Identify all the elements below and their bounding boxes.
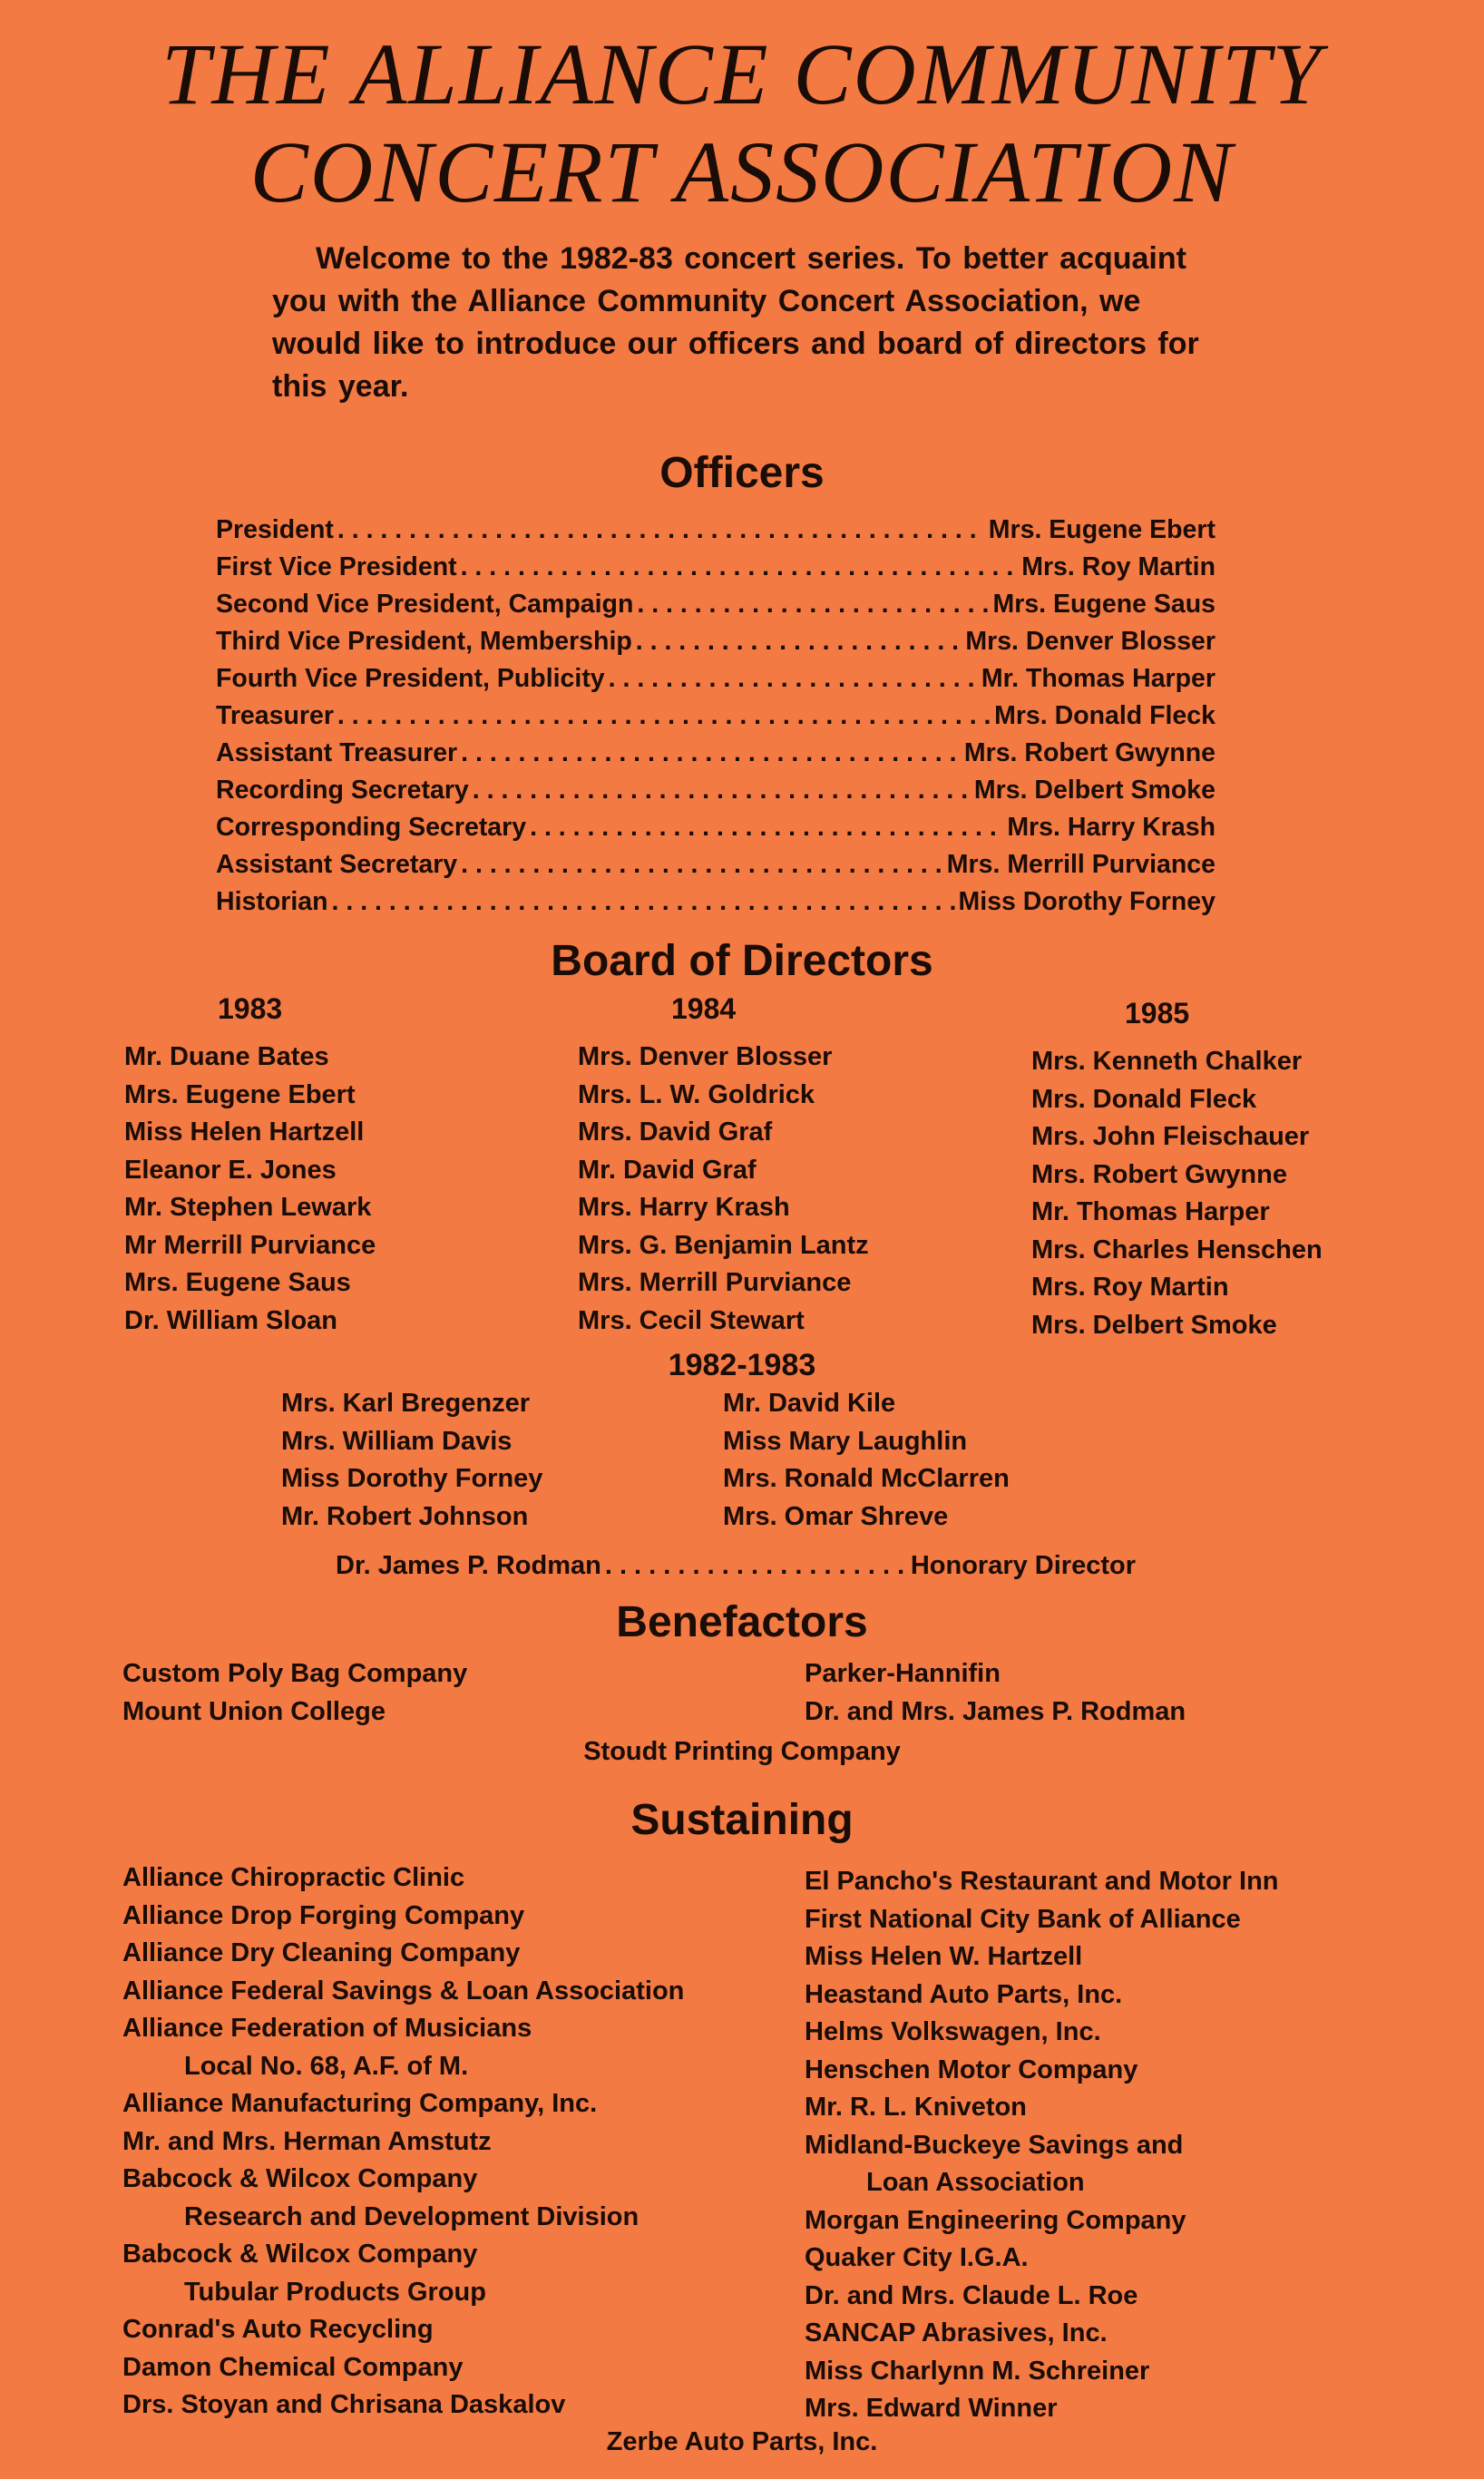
officer-row (216, 660, 1216, 698)
sustaining-right (805, 1863, 1279, 2428)
benefactor: Parker-Hannifin (805, 1659, 1001, 1688)
board-member: Mrs. Charles Henschen (1031, 1235, 1323, 1264)
sustaining-member: Babcock & Wilcox Company (122, 2240, 478, 2269)
board-member: Eleanor E. Jones (124, 1155, 337, 1185)
officer-name: Mr. Thomas Harper (981, 664, 1216, 693)
board-member: Mrs. Omar Shreve (723, 1501, 949, 1531)
benefactor: Dr. and Mrs. James P. Rodman (805, 1696, 1186, 1726)
leader-dots (473, 772, 971, 809)
sustaining-member: Local No. 68, A.F. of M. (184, 2051, 469, 2081)
board-member: Miss Mary Laughlin (723, 1426, 968, 1456)
title-line-2: CONCERT ASSOCIATION (249, 123, 1235, 220)
board-member: Mrs. Roy Martin (1031, 1273, 1229, 1302)
board-heading: Board of Directors (551, 937, 933, 985)
board-member: Mrs. Eugene Saus (124, 1268, 351, 1297)
sustaining-member: Miss Helen W. Hartzell (805, 1942, 1083, 1971)
officer-row (216, 549, 1216, 586)
board-member: Mr. David Graf (578, 1155, 757, 1185)
officer-row (216, 846, 1216, 883)
sustaining-member: Tubular Products Group (184, 2277, 486, 2307)
officer-role: President (216, 515, 334, 544)
leader-dots (461, 846, 943, 883)
board-member: Mrs. Karl Bregenzer (281, 1389, 530, 1418)
board-member: Mrs. Donald Fleck (1031, 1084, 1257, 1114)
leader-dots (637, 586, 989, 623)
honorary-director-row (336, 1547, 1136, 1585)
sustaining-member: Alliance Federal Savings & Loan Association (122, 1976, 685, 2006)
sustaining-member: Babcock & Wilcox Company (122, 2164, 478, 2193)
leader-dots (337, 698, 991, 735)
leader-dots (609, 660, 978, 698)
sustaining-member: Helms Volkswagen, Inc. (805, 2017, 1101, 2046)
sustaining-member: Drs. Stoyan and Chrisana Daskalov (122, 2390, 566, 2419)
officer-role: Assistant Treasurer (216, 738, 458, 767)
officer-name: Mrs. Donald Fleck (994, 701, 1216, 730)
sustaining-member: Alliance Manufacturing Company, Inc. (122, 2089, 598, 2118)
board-member: Mr. Duane Bates (124, 1042, 329, 1071)
board-list-1985 (1031, 1043, 1323, 1344)
officer-role: First Vice President (216, 552, 457, 581)
board-year-1983: 1983 (218, 992, 283, 1025)
sustaining-member: Henschen Motor Company (805, 2054, 1138, 2084)
benefactors-right (805, 1655, 1186, 1731)
officer-row (216, 512, 1216, 549)
board-year-1982-1983: 1982-1983 (668, 1348, 816, 1382)
board-member: Mrs. David Graf (578, 1118, 773, 1147)
board-member: Dr. William Sloan (124, 1305, 338, 1335)
officer-name: Mrs. Harry Krash (1007, 813, 1216, 842)
leader-dots (605, 1547, 907, 1585)
board-member: Mrs. Denver Blosser (578, 1042, 833, 1071)
sustaining-center: Zerbe Auto Parts, Inc. (606, 2427, 878, 2456)
officer-row (216, 809, 1216, 846)
leader-dots (461, 735, 961, 772)
board-member: Mrs. L. W. Goldrick (578, 1079, 815, 1109)
benefactors-left (122, 1655, 467, 1731)
board-member: Mrs. Robert Gwynne (1031, 1159, 1287, 1189)
sustaining-member: Mr. R. L. Kniveton (805, 2093, 1027, 2122)
officer-role: Second Vice President, Campaign (216, 590, 634, 619)
board-member: Mrs. G. Benjamin Lantz (578, 1230, 869, 1260)
sustaining-member: Damon Chemical Company (122, 2352, 464, 2382)
board-member: Mrs. Merrill Purviance (578, 1268, 852, 1297)
sustaining-member: Dr. and Mrs. Claude L. Roe (805, 2280, 1138, 2310)
officer-role: Corresponding Secretary (216, 813, 527, 842)
officer-name: Mrs. Delbert Smoke (973, 776, 1216, 805)
sustaining-member: Heastand Auto Parts, Inc. (805, 1979, 1123, 2009)
honorary-title: Honorary Director (910, 1551, 1136, 1580)
officer-role: Treasurer (216, 701, 334, 730)
board-member: Miss Helen Hartzell (124, 1118, 365, 1147)
officer-role: Assistant Secretary (216, 850, 458, 879)
officer-name: Mrs. Denver Blosser (965, 627, 1216, 656)
officer-row (216, 772, 1216, 809)
sustaining-member: Alliance Chiropractic Clinic (122, 1863, 465, 1892)
board-1982-right (723, 1385, 1010, 1536)
board-member: Mr. Thomas Harper (1031, 1197, 1270, 1226)
sustaining-heading: Sustaining (630, 1796, 854, 1844)
officer-role: Recording Secretary (216, 776, 469, 805)
sustaining-member: Morgan Engineering Company (805, 2205, 1186, 2235)
officer-row (216, 883, 1216, 921)
sustaining-member: Quaker City I.G.A. (805, 2243, 1029, 2272)
title-line-1: THE ALLIANCE COMMUNITY (161, 25, 1323, 122)
sustaining-member: Research and Development Division (184, 2201, 639, 2231)
board-member: Mrs. Delbert Smoke (1031, 1310, 1277, 1340)
board-member: Mrs. Kenneth Chalker (1031, 1047, 1303, 1076)
board-member: Mr. Robert Johnson (281, 1501, 529, 1531)
sustaining-member: Mrs. Edward Winner (805, 2394, 1058, 2423)
sustaining-member: First National City Bank of Alliance (805, 1904, 1241, 1934)
officer-row (216, 623, 1216, 660)
officer-name: Miss Dorothy Forney (958, 887, 1216, 916)
leader-dots (332, 883, 955, 921)
board-member: Mrs. William Davis (281, 1426, 513, 1456)
board-member: Mr. Stephen Lewark (124, 1193, 372, 1222)
board-member: Mr Merrill Purviance (124, 1230, 376, 1260)
sustaining-member: Alliance Dry Cleaning Company (122, 1938, 521, 1967)
officer-role: Third Vice President, Membership (216, 627, 632, 656)
sustaining-member: El Pancho's Restaurant and Motor Inn (805, 1867, 1279, 1896)
officer-name: Mrs. Eugene Saus (992, 590, 1216, 619)
intro-paragraph: Welcome to the 1982-83 concert series. To better acquaint you with the Alliance Community Concert Association, we would like to introduce our officers and board of directors for this year. (272, 241, 1199, 404)
benefactors-heading: Benefactors (616, 1598, 868, 1646)
sustaining-member: SANCAP Abrasives, Inc. (805, 2318, 1108, 2347)
sustaining-member: Conrad's Auto Recycling (122, 2315, 434, 2344)
officer-name: Mrs. Roy Martin (1021, 552, 1216, 581)
board-year-1985: 1985 (1125, 997, 1190, 1030)
leader-dots (636, 623, 962, 660)
board-member: Miss Dorothy Forney (281, 1464, 543, 1493)
officer-row (216, 735, 1216, 772)
honorary-name: Dr. James P. Rodman (336, 1551, 601, 1580)
sustaining-member: Alliance Drop Forging Company (122, 1900, 525, 1930)
board-member: Mrs. John Fleischauer (1031, 1122, 1310, 1151)
officer-role: Historian (216, 887, 328, 916)
benefactor-center: Stoudt Printing Company (583, 1737, 901, 1766)
leader-dots (337, 512, 985, 549)
benefactor: Custom Poly Bag Company (122, 1659, 468, 1688)
board-1982-left (281, 1385, 542, 1536)
board-member: Mrs. Harry Krash (578, 1193, 790, 1222)
officer-role: Fourth Vice President, Publicity (216, 664, 605, 693)
sustaining-member: Loan Association (866, 2168, 1085, 2197)
officer-name: Mrs. Eugene Ebert (988, 515, 1216, 544)
sustaining-member: Midland-Buckeye Savings and (805, 2130, 1184, 2160)
officer-row (216, 586, 1216, 623)
officer-name: Mrs. Robert Gwynne (963, 738, 1216, 767)
officers-heading: Officers (659, 449, 825, 497)
board-member: Mr. David Kile (723, 1389, 896, 1418)
benefactor: Mount Union College (122, 1696, 386, 1726)
sustaining-member: Miss Charlynn M. Schreiner (805, 2356, 1150, 2386)
officers-list (216, 512, 1216, 921)
leader-dots (461, 549, 1019, 586)
board-list-1984 (578, 1039, 869, 1340)
sustaining-member: Mr. and Mrs. Herman Amstutz (122, 2126, 492, 2156)
board-list-1983 (124, 1039, 376, 1340)
leader-dots (530, 809, 1003, 846)
officer-name: Mrs. Merrill Purviance (946, 850, 1216, 879)
board-member: Mrs. Ronald McClarren (723, 1464, 1010, 1493)
sustaining-member: Alliance Federation of Musicians (122, 2014, 532, 2043)
board-member: Mrs. Eugene Ebert (124, 1079, 356, 1109)
sustaining-left (122, 1859, 684, 2425)
board-year-1984: 1984 (671, 992, 737, 1025)
officer-row (216, 698, 1216, 735)
board-member: Mrs. Cecil Stewart (578, 1305, 805, 1335)
